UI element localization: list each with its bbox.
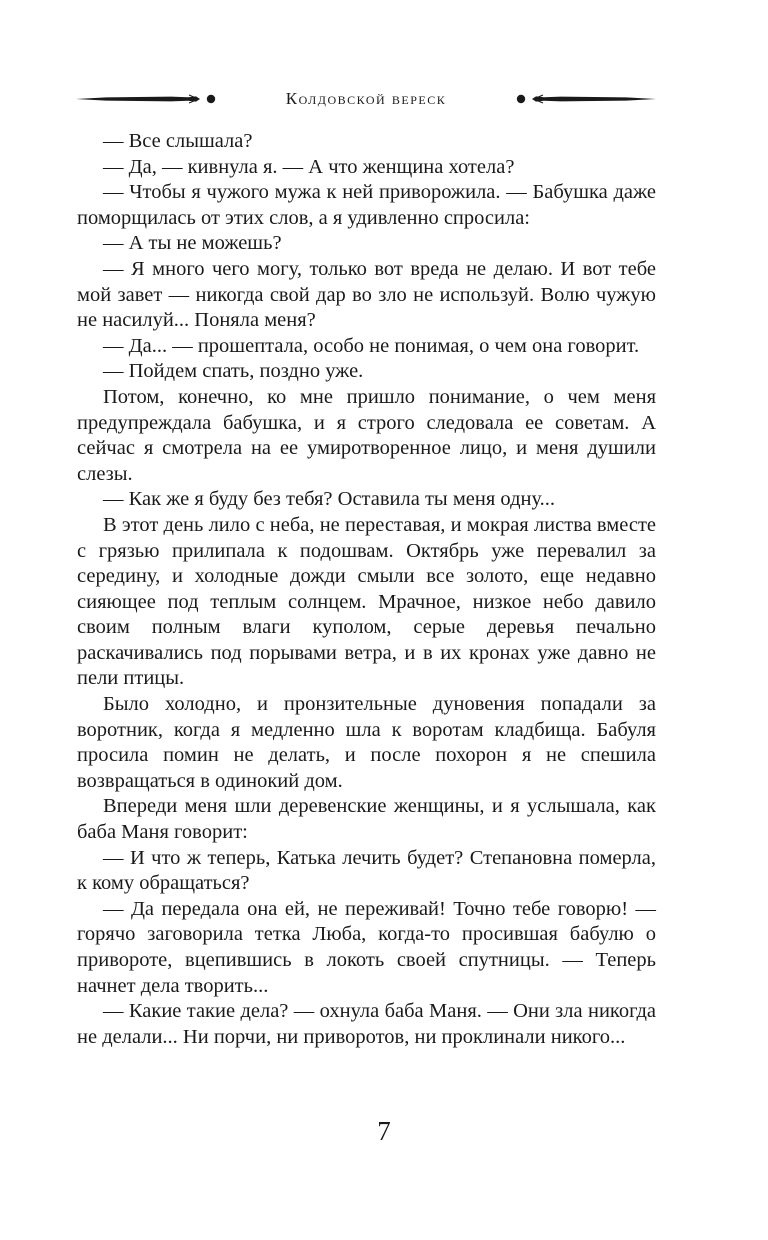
paragraph: — И что ж теперь, Катька лечить будет? Степановна померла, к кому обращаться?	[77, 846, 656, 895]
paragraph: В этот день лило с неба, не переставая, и мокрая листва вместе с грязью прилипала к подошвам. Октябрь уже перевалил за середину, и холодные дожди смыли все золото, еще недавно сияющее под теплым солнцем. Мрачное, низкое небо давило своим полным влаги куполом, серые деревья печально раскачивались под порывами ветра, и в их кронах уже давно не пели птицы.	[77, 513, 656, 690]
paragraph: — Да передала она ей, не переживай! Точно тебе говорю! — горячо заговорила тетка Люба, когда-то просившая бабулю о привороте, вцепившись в локоть своей спутницы. — Теперь начнет дела творить...	[77, 897, 656, 997]
paragraph: — Чтобы я чужого мужа к ней приворожила. — Бабушка даже поморщилась от этих слов, а я удивленно спросила:	[77, 181, 656, 229]
running-header	[76, 84, 656, 114]
paragraph: — Как же я буду без тебя? Оставила ты меня одну...	[103, 488, 556, 511]
paragraph: Впереди меня шли деревенские женщины, и я услышала, как баба Маня говорит:	[77, 795, 656, 844]
paragraph: — А ты не можешь?	[103, 232, 282, 255]
running-title: Колдовской вереск	[285, 89, 447, 108]
body-text	[77, 129, 656, 1050]
paragraph: Было холодно, и пронзительные дуновения попадали за воротник, когда я медленно шла к воротам кладбища. Бабуля просила помин не делать, и после похорон я не спешила возвращаться в одинокий дом.	[77, 693, 656, 792]
paragraph: — Да... — прошептала, особо не понимая, о чем она говорит.	[103, 334, 640, 357]
paragraph: — Да, — кивнула я. — А что женщина хотела?	[103, 155, 515, 178]
right-ornament-icon	[511, 84, 656, 114]
paragraph: — Все слышала?	[103, 130, 253, 152]
paragraph: — Какие такие дела? — охнула баба Маня. — Они зла никогда не делали... Ни порчи, ни приворотов, ни проклинали никого...	[77, 1000, 656, 1048]
paragraph: Потом, конечно, ко мне пришло понимание, о чем меня предупреждала бабушка, и я строго следовала ее советам. А сейчас я смотрела на ее умиротворенное лицо, и меня душили слезы.	[77, 385, 656, 485]
left-ornament-icon	[76, 84, 221, 114]
paragraph: — Пойдем спать, поздно уже.	[103, 360, 364, 383]
paragraph: — Я много чего могу, только вот вреда не делаю. И вот тебе мой завет — никогда свой дар во зло не используй. Волю чужую не насилуй... Поняла меня?	[77, 257, 656, 332]
page-number: 7	[377, 1116, 391, 1146]
